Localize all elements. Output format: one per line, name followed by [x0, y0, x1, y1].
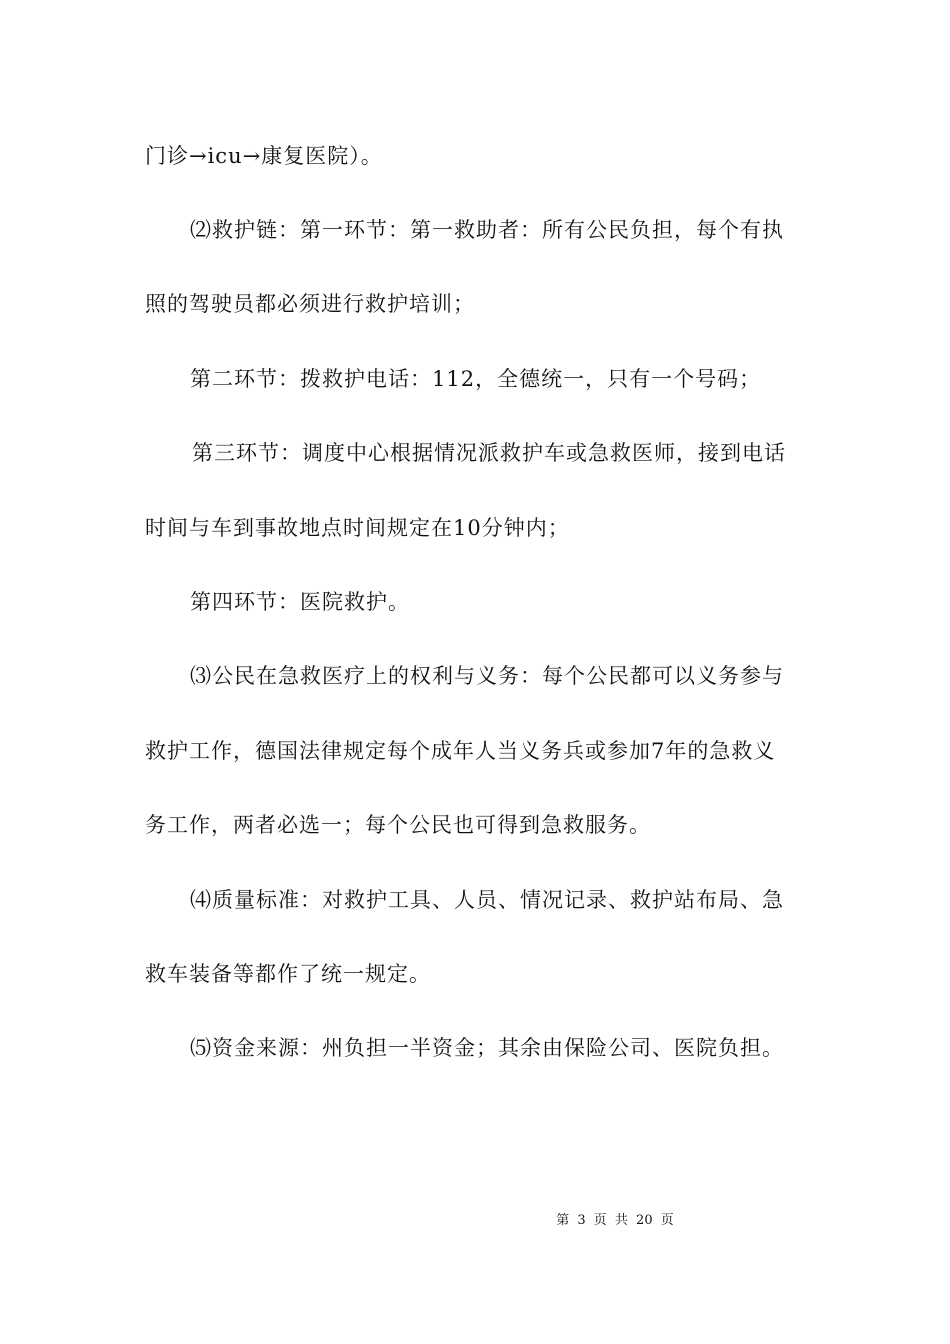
text-line: 时间与车到事故地点时间规定在10分钟内；	[145, 516, 570, 540]
text-line: 第三环节：调度中心根据情况派救护车或急救医师，接到电话	[192, 441, 786, 465]
text-line: ⑷质量标准：对救护工具、人员、情况记录、救护站布局、急	[190, 888, 784, 912]
text-line: 务工作，两者必选一；每个公民也可得到急救服务。	[145, 813, 651, 837]
text-line: ⑶公民在急救医疗上的权利与义务：每个公民都可以义务参与	[190, 664, 784, 688]
page-number-label: 第 3 页 共 20 页	[556, 1213, 674, 1228]
page-footer	[0, 1209, 950, 1228]
text-line: 第二环节：拨救护电话：112，全德统一，只有一个号码；	[190, 367, 762, 391]
text-line: 门诊→icu→康复医院）。	[145, 144, 383, 168]
text-line: ⑵救护链：第一环节：第一救助者：所有公民负担，每个有执	[190, 218, 784, 242]
text-line: 第四环节：医院救护。	[190, 590, 410, 614]
text-line: ⑸资金来源：州负担一半资金；其余由保险公司、医院负担。	[190, 1036, 784, 1060]
text-line: 照的驾驶员都必须进行救护培训；	[145, 292, 475, 316]
text-line: 救车装备等都作了统一规定。	[145, 962, 431, 986]
text-line: 救护工作，德国法律规定每个成年人当义务兵或参加7年的急救义	[145, 739, 776, 763]
